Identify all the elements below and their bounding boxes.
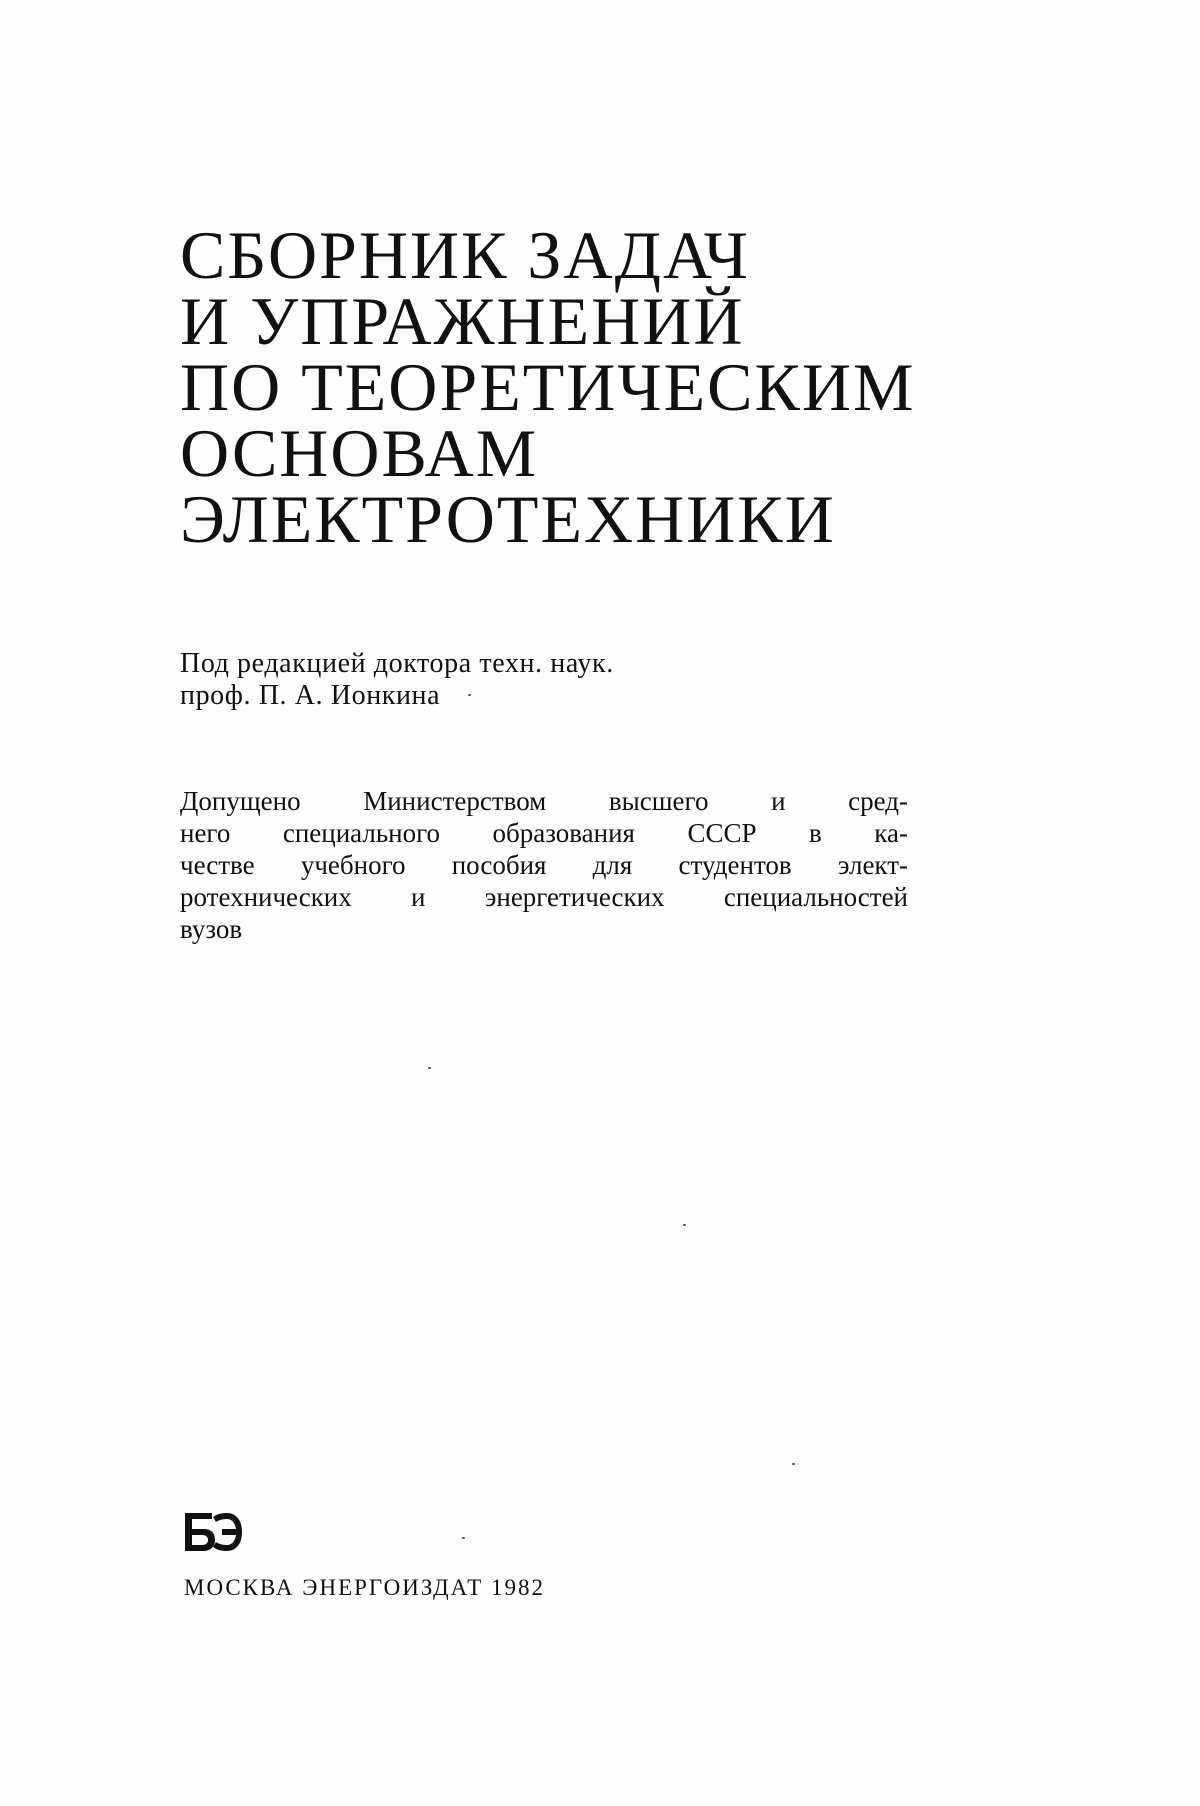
title-line: ОСНОВАМ xyxy=(180,415,539,491)
title-line: ЭЛЕКТРОТЕХНИКИ xyxy=(180,481,836,557)
editor-line: Под редакцией доктора техн. наук. xyxy=(180,648,614,679)
publisher-imprint: МОСКВА ЭНЕРГОИЗДАТ 1982 xyxy=(184,1575,546,1600)
scan-speck xyxy=(792,1463,795,1465)
scan-speck xyxy=(462,1537,465,1539)
scan-speck xyxy=(683,1224,686,1226)
approval-line: вузов xyxy=(180,914,243,944)
scan-speck xyxy=(468,694,471,696)
title-line: ПО ТЕОРЕТИЧЕСКИМ xyxy=(180,349,916,425)
energoizdat-logo-icon xyxy=(182,1508,244,1556)
approval-line: Допущено Министерством высшего и сред- xyxy=(180,786,908,816)
approval-line: него специального образования СССР в ка- xyxy=(180,818,908,848)
title-line: СБОРНИК ЗАДАЧ xyxy=(180,217,750,293)
title-line: И УПРАЖНЕНИЙ xyxy=(180,283,745,359)
editor-line: проф. П. А. Ионкина xyxy=(180,680,441,711)
approval-line: ротехнических и энергетических специальностей xyxy=(180,882,908,912)
scan-speck xyxy=(428,1067,431,1069)
editor-credit xyxy=(180,648,980,712)
approval-line: честве учебного пособия для студентов элект- xyxy=(180,850,908,880)
book-title xyxy=(180,217,1080,557)
approval-notice xyxy=(180,785,908,945)
